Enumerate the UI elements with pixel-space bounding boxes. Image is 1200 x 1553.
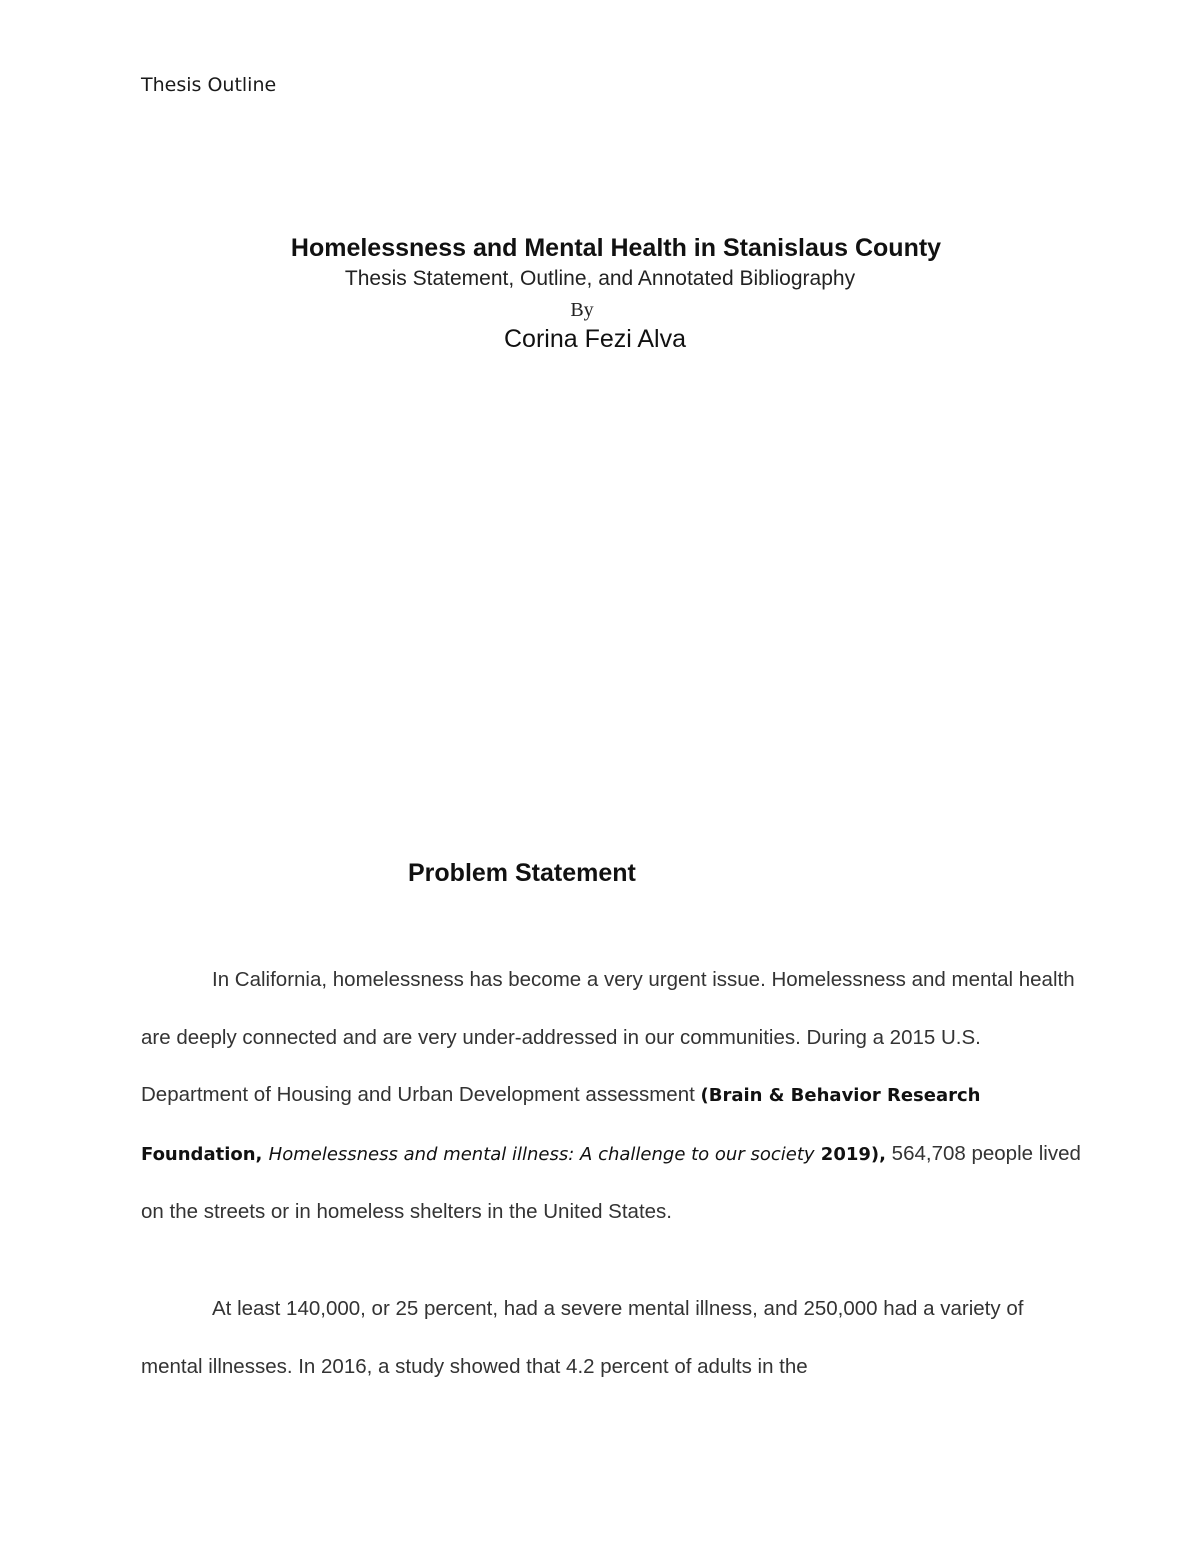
citation-source: (Brain & Behavior Research Foundation, — [141, 1085, 981, 1165]
author-name: Corina Fezi Alva — [503, 325, 687, 353]
by-line: By — [570, 299, 594, 321]
paragraph-2-text: At least 140,000, or 25 percent, had a severe mental illness, and 250,000 had a variety of mental illnesses. In 2016, a study showed that 4.2 percent of adults in the — [141, 1297, 1024, 1378]
paragraph-1-text: In California, homelessness has become a very urgent issue. Homelessness and mental health are deeply connected and are very under-addressed in our communities. During a 2015 U.S. Department of Housing and Urban Development assessment — [141, 968, 1075, 1106]
document-title: Homelessness and Mental Health in Stanislaus County — [290, 234, 942, 262]
citation-title: Homelessness and mental illness: A challenge to our society — [268, 1143, 815, 1165]
document-subtitle: Thesis Statement, Outline, and Annotated Bibliography — [344, 267, 856, 290]
paragraph-1 — [141, 951, 1081, 1241]
paragraph-2 — [141, 1280, 1081, 1395]
running-head: Thesis Outline — [141, 74, 277, 96]
paragraph-1-text-end: 564,708 people lived on the streets or in homeless shelters in the United States. — [141, 1141, 1081, 1223]
section-heading-problem-statement: Problem Statement — [408, 859, 636, 887]
citation-year: 2019), — [814, 1143, 886, 1165]
